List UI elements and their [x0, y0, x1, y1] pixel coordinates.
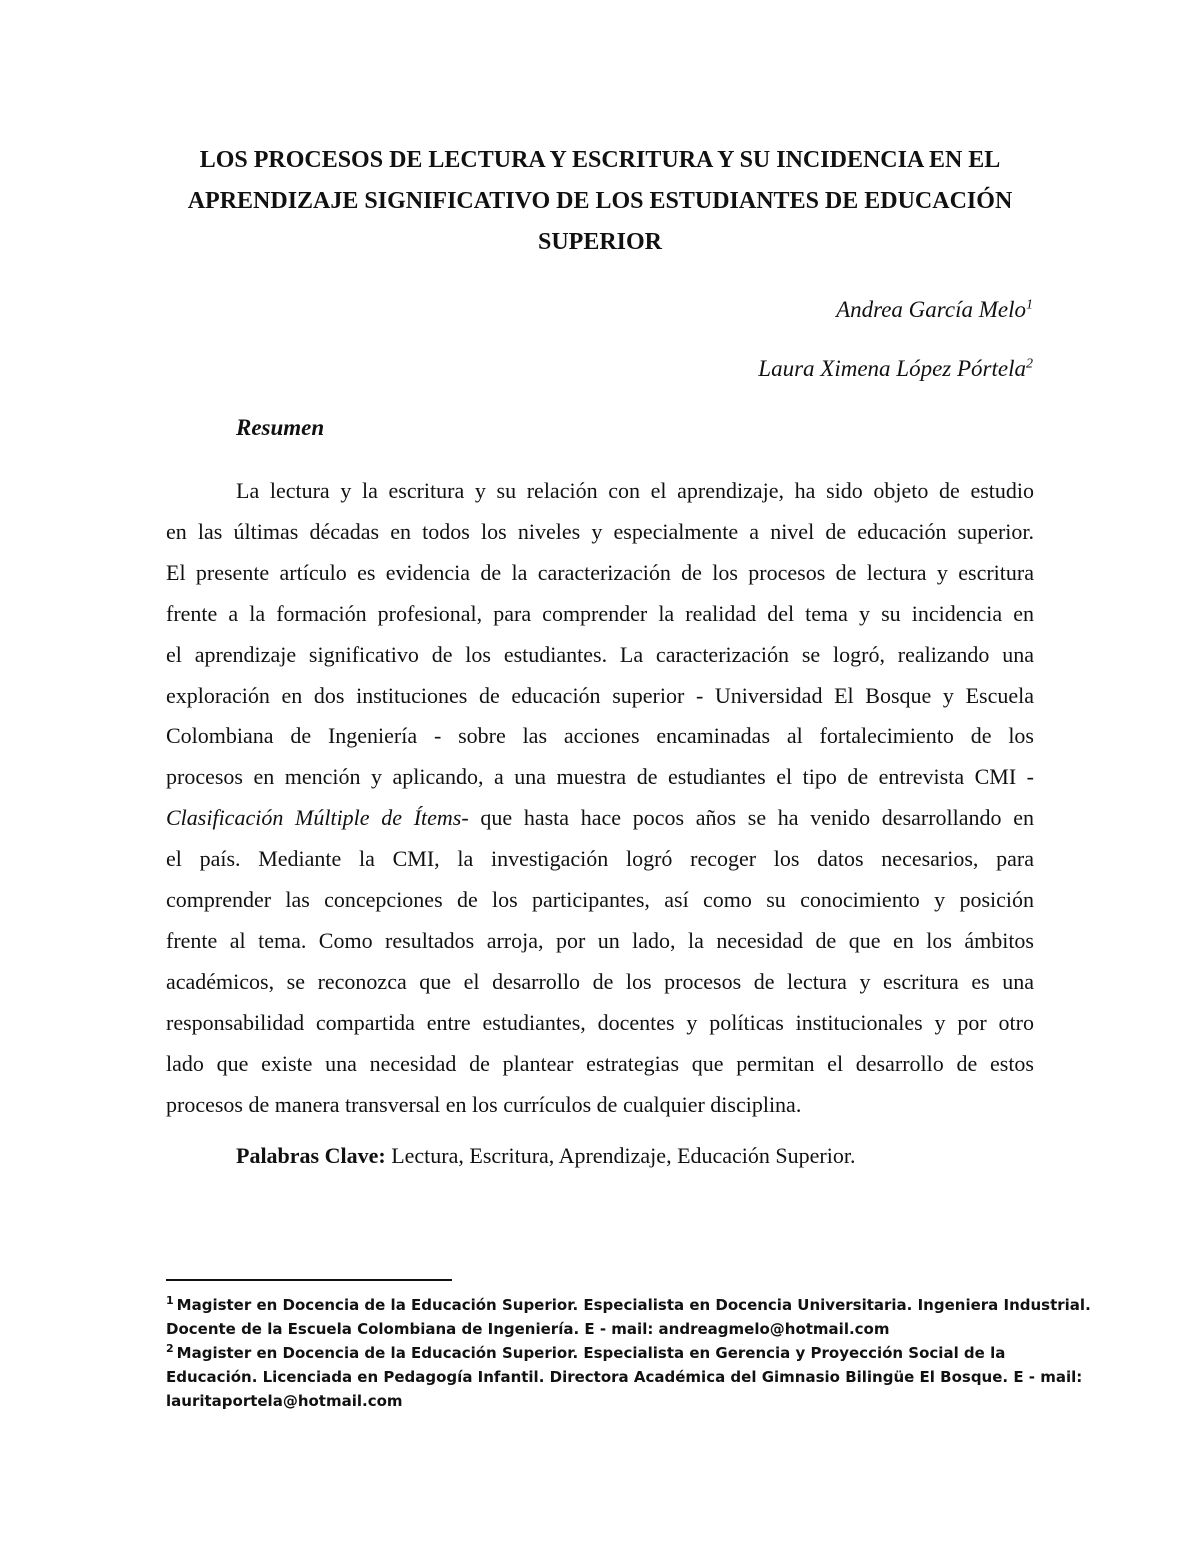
footnote-marker: 1 — [1026, 297, 1033, 313]
footnote-line — [166, 1341, 1046, 1365]
paper-title — [150, 140, 1050, 263]
footnote-text: Magister en Docencia de la Educación Superior. Especialista en Docencia Universitaria. Ingeniera Industrial. — [176, 1296, 1091, 1314]
abstract-line: el país. Mediante la CMI, la investigación logró recoger los datos necesarios, para — [166, 846, 1034, 872]
title-line: SUPERIOR — [537, 229, 663, 255]
keywords-value: Lectura, Escritura, Aprendizaje, Educación Superior. — [385, 1143, 856, 1168]
keywords-label: Palabras Clave: — [236, 1143, 386, 1168]
footnotes — [166, 1293, 1091, 1413]
footnote-text: Magister en Docencia de la Educación Superior. Especialista en Gerencia y Proyección Social de la — [176, 1344, 1006, 1362]
footnote-divider — [166, 1279, 452, 1281]
footnote-marker: 1 — [166, 1294, 174, 1307]
title-line: APRENDIZAJE SIGNIFICATIVO DE LOS ESTUDIANTES DE EDUCACIÓN — [187, 188, 1013, 214]
abstract-line: en las últimas décadas en todos los niveles y especialmente a nivel de educación superior. — [166, 518, 1034, 544]
footnote-line: Docente de la Escuela Colombiana de Ingeniería. E - mail: andreagmelo@hotmail.com — [166, 1320, 890, 1338]
footnote-2 — [166, 1341, 1083, 1413]
abstract-line: responsabilidad compartida entre estudiantes, docentes y políticas institucionales y por otro — [166, 1009, 1034, 1035]
author-name: Laura Ximena López Pórtela — [758, 356, 1026, 381]
abstract-line-text: que hasta hace pocos años se ha venido desarrollando en — [468, 805, 1034, 831]
footnote-line — [166, 1293, 1091, 1317]
abstract-line: comprender las concepciones de los participantes, así como su conocimiento y posición — [166, 887, 1034, 913]
abstract-line: exploración en dos instituciones de educación superior - Universidad El Bosque y Escuela — [166, 682, 1034, 708]
footnote-line: lauritaportela@hotmail.com — [166, 1392, 403, 1410]
footnote-1 — [166, 1293, 1091, 1341]
abstract-line: El presente artículo es evidencia de la caracterización de los procesos de lectura y escritura — [166, 559, 1034, 585]
abstract-line: frente a la formación profesional, para comprender la realidad del tema y su incidencia en — [166, 600, 1034, 626]
footnote-line: Educación. Licenciada en Pedagogía Infantil. Directora Académica del Gimnasio Bilingüe El Bosque. E - mail: — [166, 1368, 1083, 1386]
abstract-line: el aprendizaje significativo de los estudiantes. La caracterización se logró, realizando una — [166, 641, 1034, 667]
abstract-line — [166, 798, 1034, 839]
abstract-line: Colombiana de Ingeniería - sobre las acciones encaminadas al fortalecimiento de los — [166, 723, 1034, 749]
abstract-line: procesos de manera transversal en los currículos de cualquier disciplina. — [166, 1091, 802, 1117]
abstract-heading: Resumen — [236, 415, 325, 440]
keywords — [236, 1141, 855, 1171]
italic-term: Clasificación Múltiple de Ítems- — [166, 805, 469, 831]
author-1 — [836, 296, 1033, 324]
abstract-line: académicos, se reconozca que el desarrollo de los procesos de lectura y escritura es una — [166, 968, 1034, 994]
footnote-marker: 2 — [1026, 356, 1033, 372]
footnote-marker: 2 — [166, 1342, 174, 1355]
abstract-body — [166, 471, 1034, 1126]
abstract-line: frente al tema. Como resultados arroja, por un lado, la necesidad de que en los ámbitos — [166, 927, 1034, 953]
abstract-line: lado que existe una necesidad de plantear estrategias que permitan el desarrollo de estos — [166, 1050, 1034, 1076]
abstract-line: procesos en mención y aplicando, a una muestra de estudiantes el tipo de entrevista CMI - — [166, 764, 1034, 790]
author-2 — [758, 355, 1033, 383]
abstract-line: La lectura y la escritura y su relación con el aprendizaje, ha sido objeto de estudio — [236, 478, 1034, 503]
author-name: Andrea García Melo — [836, 297, 1026, 322]
title-line: LOS PROCESOS DE LECTURA Y ESCRITURA Y SU INCIDENCIA EN EL — [199, 147, 1001, 173]
